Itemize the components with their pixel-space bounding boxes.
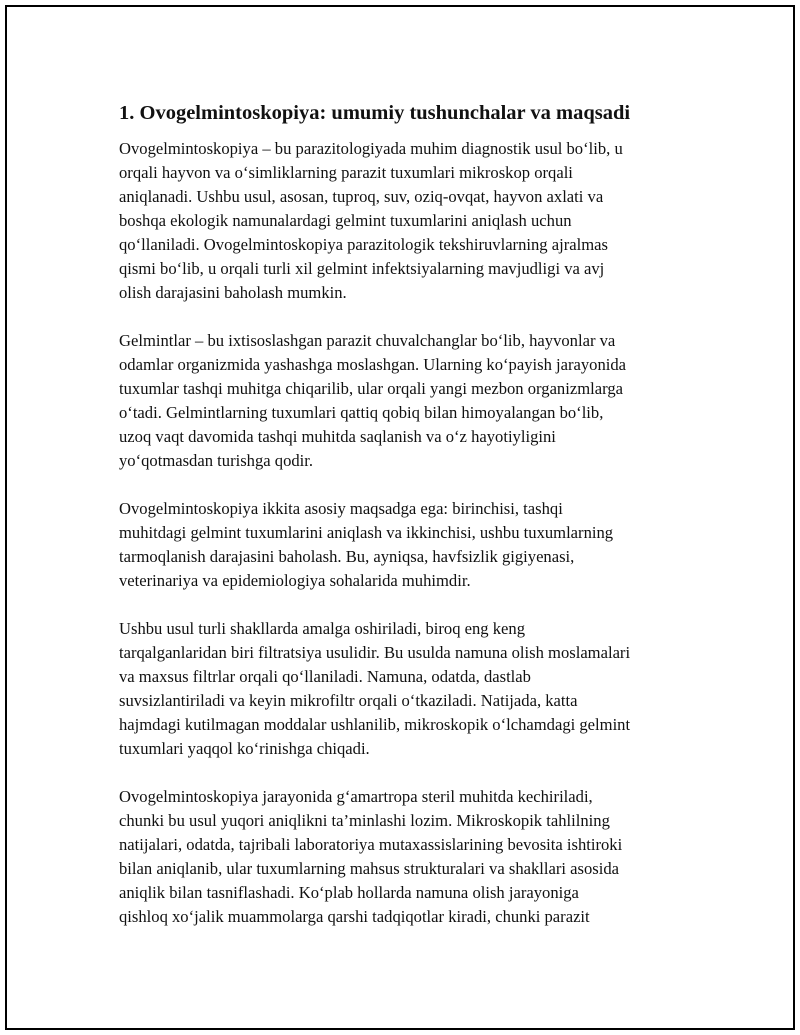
text-line: o‘tadi. Gelmintlarning tuxumlari qattiq qobiq bilan himoyalangan bo‘lib, bbox=[119, 403, 604, 422]
text-line: odamlar organizmida yashashga moslashgan. Ularning ko‘payish jarayonida bbox=[119, 355, 627, 374]
paragraph-3 bbox=[119, 497, 694, 593]
text-line: veterinariya va epidemiologiya sohalarida muhimdir. bbox=[119, 571, 471, 590]
text-line: qishloq xo‘jalik muammolarga qarshi tadqiqotlar kiradi, chunki parazit bbox=[119, 907, 590, 926]
text-line: tarmoqlanish darajasini baholash. Bu, ayniqsa, havfsizlik gigiyenasi, bbox=[119, 547, 575, 566]
text-line: orqali hayvon va o‘simliklarning parazit tuxumlari mikroskop orqali bbox=[119, 163, 573, 182]
text-line: tuxumlari yaqqol ko‘rinishga chiqadi. bbox=[119, 739, 370, 758]
text-line: bilan aniqlanib, ular tuxumlarning mahsus strukturalari va shakllari asosida bbox=[119, 859, 620, 878]
text-line: muhitdagi gelmint tuxumlarini aniqlash va ikkinchisi, ushbu tuxumlarning bbox=[119, 523, 614, 542]
text-line: boshqa ekologik namunalardagi gelmint tuxumlarini aniqlash uchun bbox=[119, 211, 572, 230]
text-line: aniqlik bilan tasniflashadi. Ko‘plab hollarda namuna olish jarayoniga bbox=[119, 883, 579, 902]
page-frame bbox=[5, 5, 795, 1030]
text-line: qismi bo‘lib, u orqali turli xil gelmint infektsiyalarning mavjudligi va avj bbox=[119, 259, 605, 278]
text-line: Ovogelmintoskopiya – bu parazitologiyada muhim diagnostik usul bo‘lib, u bbox=[119, 139, 623, 158]
section-heading: 1. Ovogelmintoskopiya: umumiy tushunchalar va maqsadi bbox=[119, 102, 631, 124]
text-line: yo‘qotmasdan turishga qodir. bbox=[119, 451, 314, 470]
text-line: natijalari, odatda, tajribali laboratoriya mutaxassislarining bevosita ishtiroki bbox=[119, 835, 623, 854]
text-line: va maxsus filtrlar orqali qo‘llaniladi. Namuna, odatda, dastlab bbox=[119, 667, 531, 686]
text-line: aniqlanadi. Ushbu usul, asosan, tuproq, suv, oziq-ovqat, hayvon axlati va bbox=[119, 187, 604, 206]
paragraph-1 bbox=[119, 137, 694, 305]
text-line: Ovogelmintoskopiya jarayonida g‘amartropa steril muhitda kechiriladi, bbox=[119, 787, 593, 806]
paragraph-5 bbox=[119, 785, 694, 929]
text-line: qo‘llaniladi. Ovogelmintoskopiya parazitologik tekshiruvlarning ajralmas bbox=[119, 235, 608, 254]
text-line: tuxumlar tashqi muhitga chiqarilib, ular orqali yangi mezbon organizmlarga bbox=[119, 379, 623, 398]
text-line: chunki bu usul yuqori aniqlikni ta’minlashi lozim. Mikroskopik tahlilning bbox=[119, 811, 610, 830]
document-body bbox=[119, 99, 694, 953]
text-line: olish darajasini baholash mumkin. bbox=[119, 283, 347, 302]
text-line: tarqalganlaridan biri filtratsiya usulidir. Bu usulda namuna olish moslamalari bbox=[119, 643, 631, 662]
paragraph-4 bbox=[119, 617, 694, 761]
text-line: Ovogelmintoskopiya ikkita asosiy maqsadga ega: birinchisi, tashqi bbox=[119, 499, 563, 518]
text-line: Ushbu usul turli shakllarda amalga oshiriladi, biroq eng keng bbox=[119, 619, 526, 638]
paragraph-2 bbox=[119, 329, 694, 473]
text-line: Gelmintlar – bu ixtisoslashgan parazit chuvalchanglar bo‘lib, hayvonlar va bbox=[119, 331, 616, 350]
text-line: hajmdagi kutilmagan moddalar ushlanilib, mikroskopik o‘lchamdagi gelmint bbox=[119, 715, 631, 734]
text-line: suvsizlantiriladi va keyin mikrofiltr orqali o‘tkaziladi. Natijada, katta bbox=[119, 691, 578, 710]
text-line: uzoq vaqt davomida tashqi muhitda saqlanish va o‘z hayotiyligini bbox=[119, 427, 556, 446]
